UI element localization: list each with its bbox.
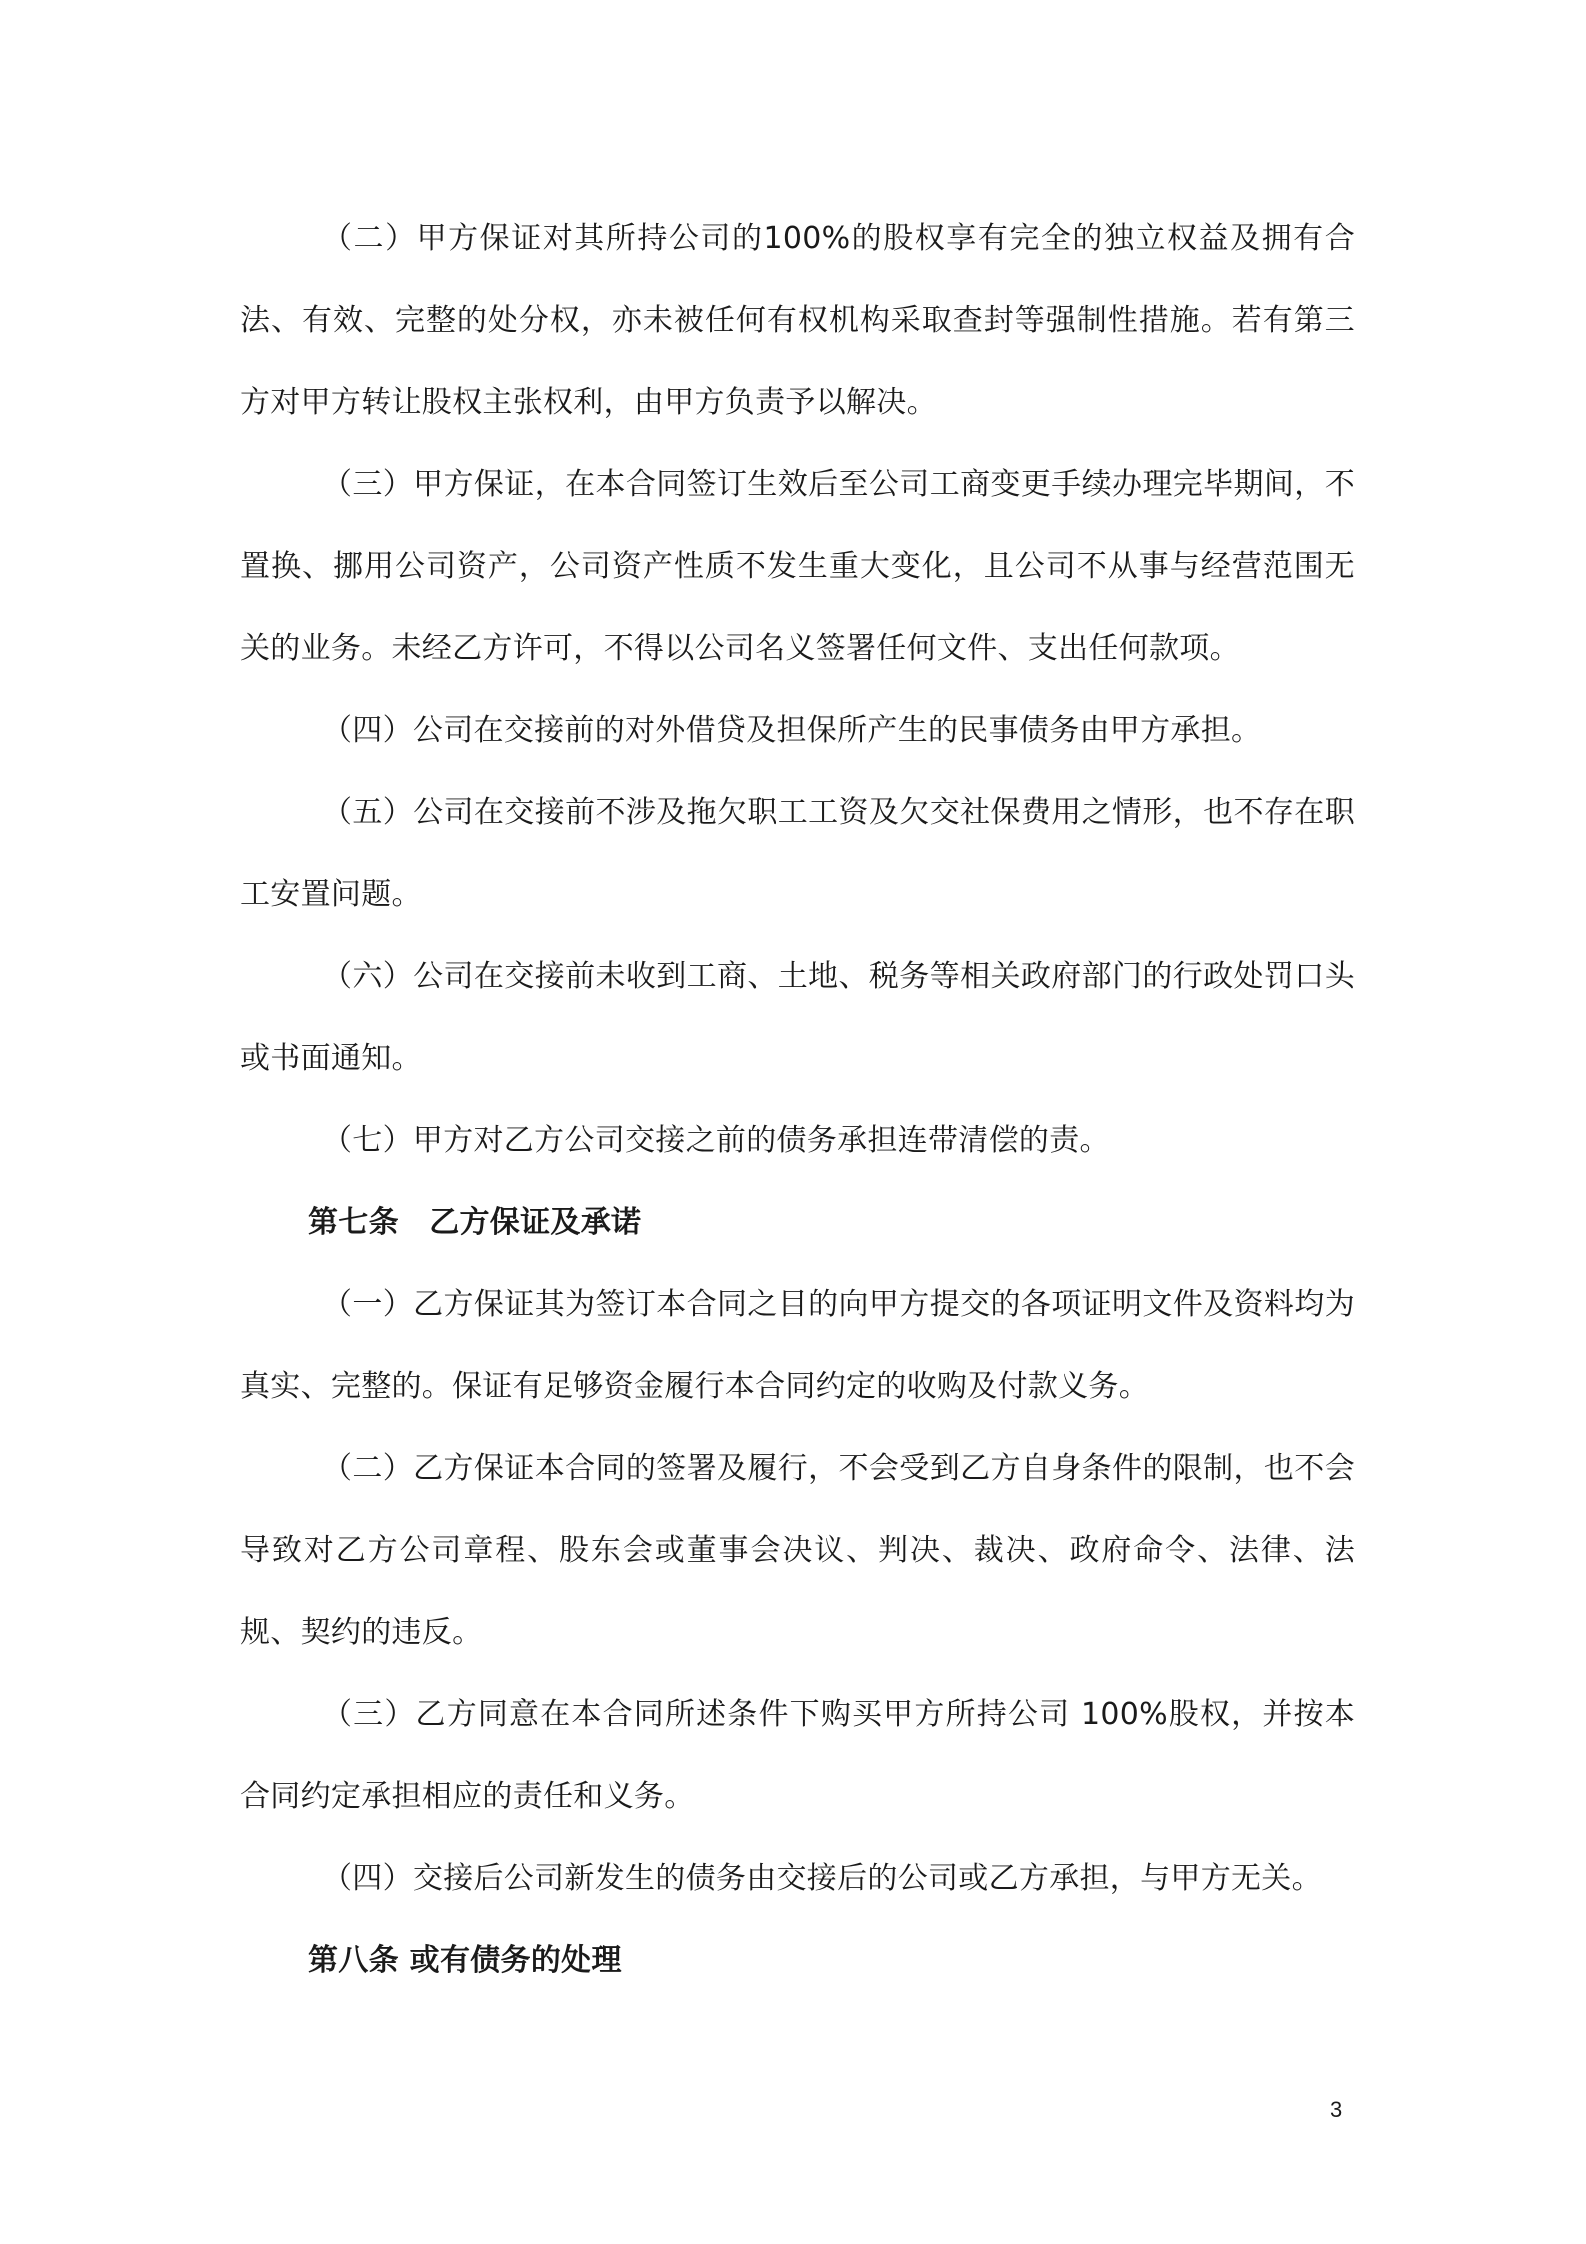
paragraph-item-4: （四）公司在交接前的对外借贷及担保所产生的民事债务由甲方承担。 <box>322 713 1262 748</box>
page-number: 3 <box>1330 2097 1343 2122</box>
article-7-item-4: （四）交接后公司新发生的债务由交接后的公司或乙方承担，与甲方无关。 <box>322 1861 1322 1896</box>
paragraph-item-6: （六）公司在交接前未收到工商、土地、税务等相关政府部门的行政处罚口头或书面通知。 <box>240 959 1355 1076</box>
article-7-heading: 第七条 乙方保证及承诺 <box>308 1205 642 1240</box>
paragraph-item-5: （五）公司在交接前不涉及拖欠职工工资及欠交社保费用之情形，也不存在职工安置问题。 <box>240 795 1355 912</box>
article-7-item-3: （三）乙方同意在本合同所述条件下购买甲方所持公司 100%股权，并按本合同约定承担相应的责任和义务。 <box>240 1697 1355 1814</box>
document-body <box>240 198 1355 2002</box>
article-8-heading: 第八条 或有债务的处理 <box>308 1943 622 1978</box>
article-7-item-1: （一）乙方保证其为签订本合同之目的向甲方提交的各项证明文件及资料均为真实、完整的。保证有足够资金履行本合同约定的收购及付款义务。 <box>240 1287 1355 1404</box>
paragraph-item-3: （三）甲方保证，在本合同签订生效后至公司工商变更手续办理完毕期间，不置换、挪用公司资产，公司资产性质不发生重大变化，且公司不从事与经营范围无关的业务。未经乙方许可，不得以公司名义签署任何文件、支出任何款项。 <box>240 467 1355 666</box>
article-7-item-2: （二）乙方保证本合同的签署及履行，不会受到乙方自身条件的限制，也不会导致对乙方公司章程、股东会或董事会决议、判决、裁决、政府命令、法律、法规、契约的违反。 <box>240 1451 1355 1650</box>
paragraph-item-7: （七）甲方对乙方公司交接之前的债务承担连带清偿的责。 <box>322 1123 1110 1158</box>
paragraph-item-2: （二）甲方保证对其所持公司的100%的股权享有完全的独立权益及拥有合法、有效、完整的处分权，亦未被任何有权机构采取查封等强制性措施。若有第三方对甲方转让股权主张权利，由甲方负责予以解决。 <box>240 221 1355 420</box>
